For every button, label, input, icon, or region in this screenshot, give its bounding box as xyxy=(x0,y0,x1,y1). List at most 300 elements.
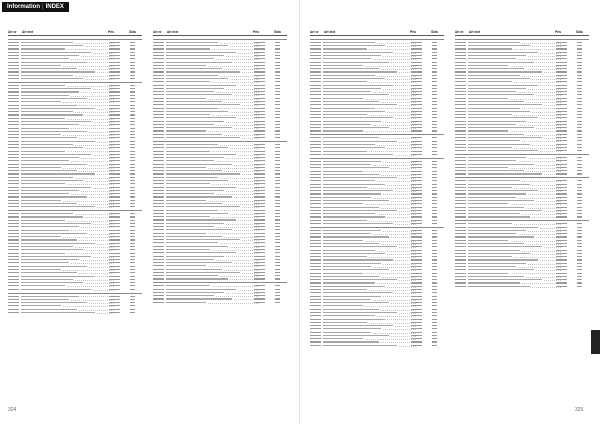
article-price xyxy=(254,170,265,171)
article-number xyxy=(310,325,321,326)
article-price xyxy=(556,114,567,115)
article-price xyxy=(411,137,422,138)
article-price xyxy=(109,75,120,76)
article-page xyxy=(275,265,280,266)
index-row xyxy=(310,153,444,156)
article-price xyxy=(411,325,422,326)
article-number xyxy=(8,305,19,306)
article-page xyxy=(432,282,437,283)
article-price xyxy=(109,203,120,204)
article-price xyxy=(556,137,567,138)
article-text xyxy=(21,144,73,145)
article-number xyxy=(455,157,466,158)
article-number xyxy=(310,127,321,128)
article-number xyxy=(310,193,321,194)
article-text xyxy=(468,134,524,135)
article-text xyxy=(468,85,538,86)
article-price xyxy=(254,151,265,152)
article-text xyxy=(323,52,393,53)
article-price xyxy=(556,276,567,277)
article-number xyxy=(310,75,321,76)
article-price xyxy=(109,305,120,306)
article-text xyxy=(323,332,371,333)
article-number xyxy=(310,177,321,178)
article-price xyxy=(254,75,265,76)
article-page xyxy=(130,118,135,119)
article-page xyxy=(275,62,280,63)
article-page xyxy=(275,196,280,197)
index-row xyxy=(455,216,589,219)
article-text xyxy=(468,240,508,241)
article-page xyxy=(432,216,437,217)
article-page xyxy=(432,98,437,99)
article-number xyxy=(310,299,321,300)
article-number xyxy=(310,91,321,92)
article-number xyxy=(153,62,164,63)
article-number xyxy=(153,177,164,178)
article-page xyxy=(130,173,135,174)
article-price xyxy=(109,259,120,260)
article-number xyxy=(8,223,19,224)
article-price xyxy=(254,213,265,214)
article-page xyxy=(275,190,280,191)
article-number xyxy=(310,273,321,274)
article-price xyxy=(556,207,567,208)
article-page xyxy=(130,154,135,155)
article-number xyxy=(153,206,164,207)
article-text xyxy=(323,259,393,260)
article-page xyxy=(130,131,135,132)
article-text xyxy=(468,210,542,211)
article-price xyxy=(254,298,265,299)
article-price xyxy=(556,167,567,168)
article-page xyxy=(577,85,582,86)
article-page xyxy=(577,104,582,105)
article-price xyxy=(411,94,422,95)
article-price xyxy=(254,233,265,234)
index-section xyxy=(8,82,142,208)
article-price xyxy=(109,95,120,96)
article-price xyxy=(109,180,120,181)
article-number xyxy=(455,180,466,181)
article-number xyxy=(8,239,19,240)
article-text xyxy=(21,75,73,76)
article-text xyxy=(166,226,214,227)
column-header-price: Pris xyxy=(108,30,115,34)
article-page xyxy=(432,203,437,204)
article-text xyxy=(468,94,534,95)
article-text xyxy=(21,230,69,231)
article-price xyxy=(411,52,422,53)
article-number xyxy=(8,170,19,171)
article-price xyxy=(109,312,120,313)
article-price xyxy=(556,259,567,260)
article-page xyxy=(432,276,437,277)
article-price xyxy=(556,68,567,69)
article-text xyxy=(21,160,69,161)
article-price xyxy=(411,190,422,191)
article-page xyxy=(130,71,135,72)
article-number xyxy=(310,236,321,237)
article-price xyxy=(254,249,265,250)
article-text xyxy=(21,151,65,152)
article-number xyxy=(455,233,466,234)
article-page xyxy=(577,286,582,287)
article-number xyxy=(310,141,321,142)
article-page xyxy=(432,124,437,125)
article-price xyxy=(254,127,265,128)
article-price xyxy=(411,302,422,303)
article-price xyxy=(556,78,567,79)
article-page xyxy=(130,193,135,194)
article-text xyxy=(166,91,214,92)
article-price xyxy=(254,226,265,227)
column-header xyxy=(153,30,287,36)
article-price xyxy=(556,81,567,82)
article-page xyxy=(275,45,280,46)
article-text xyxy=(166,68,222,69)
article-page xyxy=(577,55,582,56)
article-text xyxy=(323,88,381,89)
article-text xyxy=(323,121,381,122)
column-header-price: Pris xyxy=(253,30,260,34)
article-page xyxy=(432,213,437,214)
index-row xyxy=(310,222,444,225)
article-price xyxy=(254,154,265,155)
article-number xyxy=(8,262,19,263)
article-price xyxy=(254,42,265,43)
article-price xyxy=(556,233,567,234)
article-price xyxy=(556,124,567,125)
article-number xyxy=(8,196,19,197)
article-text xyxy=(166,62,232,63)
article-page xyxy=(275,144,280,145)
article-text xyxy=(21,223,91,224)
article-page xyxy=(432,210,437,211)
article-number xyxy=(455,213,466,214)
column-header-page: Sida xyxy=(129,30,136,34)
article-number xyxy=(455,134,466,135)
article-page xyxy=(130,164,135,165)
article-page xyxy=(130,45,135,46)
article-page xyxy=(275,101,280,102)
article-page xyxy=(577,259,582,260)
article-page xyxy=(130,114,135,115)
article-page xyxy=(577,78,582,79)
article-page xyxy=(432,332,437,333)
article-price xyxy=(411,276,422,277)
article-price xyxy=(411,315,422,316)
article-page xyxy=(432,52,437,53)
article-number xyxy=(153,246,164,247)
article-text xyxy=(21,55,79,56)
article-number xyxy=(310,117,321,118)
article-page xyxy=(577,193,582,194)
article-text xyxy=(21,118,65,119)
article-number xyxy=(153,65,164,66)
article-number xyxy=(310,345,321,346)
article-number xyxy=(153,298,164,299)
article-page xyxy=(275,242,280,243)
article-number xyxy=(310,114,321,115)
article-price xyxy=(254,108,265,109)
article-number xyxy=(310,269,321,270)
article-page xyxy=(577,197,582,198)
article-number xyxy=(8,45,19,46)
article-text xyxy=(323,154,393,155)
article-text xyxy=(21,98,87,99)
article-text xyxy=(166,104,240,105)
article-text xyxy=(323,55,381,56)
article-text xyxy=(468,282,520,283)
article-text xyxy=(166,177,218,178)
article-page xyxy=(577,184,582,185)
article-price xyxy=(411,266,422,267)
article-price xyxy=(411,151,422,152)
article-number xyxy=(8,58,19,59)
article-page xyxy=(432,263,437,264)
article-page xyxy=(275,193,280,194)
article-page xyxy=(577,180,582,181)
article-number xyxy=(455,55,466,56)
article-page xyxy=(577,111,582,112)
index-row xyxy=(455,149,589,152)
article-page xyxy=(130,299,135,300)
article-page xyxy=(275,124,280,125)
article-page xyxy=(130,233,135,234)
article-number xyxy=(153,137,164,138)
section-heading xyxy=(8,293,142,294)
article-page xyxy=(275,147,280,148)
article-number xyxy=(8,183,19,184)
article-price xyxy=(109,111,120,112)
article-price xyxy=(411,203,422,204)
index-row xyxy=(8,77,142,80)
article-text xyxy=(166,42,218,43)
article-text xyxy=(166,55,224,56)
article-price xyxy=(254,272,265,273)
article-number xyxy=(8,249,19,250)
article-text xyxy=(468,114,512,115)
article-number xyxy=(455,190,466,191)
article-page xyxy=(432,81,437,82)
article-text xyxy=(468,230,526,231)
article-price xyxy=(109,55,120,56)
article-number xyxy=(153,210,164,211)
article-number xyxy=(310,104,321,105)
article-number xyxy=(153,285,164,286)
article-number xyxy=(310,52,321,53)
article-text xyxy=(21,269,61,270)
article-number xyxy=(310,230,321,231)
article-text xyxy=(166,121,224,122)
article-price xyxy=(254,78,265,79)
article-number xyxy=(153,124,164,125)
article-price xyxy=(556,121,567,122)
article-price xyxy=(109,249,120,250)
article-page xyxy=(275,111,280,112)
article-text xyxy=(166,75,218,76)
article-text xyxy=(166,164,232,165)
article-text xyxy=(21,196,87,197)
article-price xyxy=(254,223,265,224)
article-price xyxy=(411,117,422,118)
article-page xyxy=(130,88,135,89)
article-page xyxy=(432,167,437,168)
article-text xyxy=(166,239,240,240)
article-page xyxy=(432,279,437,280)
article-price xyxy=(109,282,120,283)
article-price xyxy=(254,71,265,72)
article-page xyxy=(577,65,582,66)
article-number xyxy=(310,48,321,49)
article-price xyxy=(556,58,567,59)
article-number xyxy=(310,292,321,293)
article-number xyxy=(310,233,321,234)
article-page xyxy=(577,62,582,63)
article-text xyxy=(468,58,516,59)
article-price xyxy=(109,309,120,310)
article-number xyxy=(8,128,19,129)
index-section xyxy=(455,154,589,175)
article-number xyxy=(455,246,466,247)
article-text xyxy=(468,147,512,148)
article-page xyxy=(275,48,280,49)
article-price xyxy=(411,296,422,297)
article-number xyxy=(455,227,466,228)
article-number xyxy=(153,147,164,148)
article-text xyxy=(21,285,65,286)
article-text xyxy=(166,298,232,299)
article-page xyxy=(275,68,280,69)
section-title: Information xyxy=(7,4,40,10)
article-page xyxy=(130,236,135,237)
article-text xyxy=(166,88,224,89)
article-number xyxy=(8,173,19,174)
article-price xyxy=(109,289,120,290)
article-page xyxy=(432,151,437,152)
article-page xyxy=(577,130,582,131)
article-text xyxy=(468,167,508,168)
article-number xyxy=(455,71,466,72)
article-price xyxy=(254,269,265,270)
article-text xyxy=(323,130,363,131)
article-text xyxy=(21,187,91,188)
article-page xyxy=(432,319,437,320)
separator: | xyxy=(42,4,44,10)
article-price xyxy=(109,105,120,106)
article-number xyxy=(153,183,164,184)
article-page xyxy=(577,190,582,191)
article-text xyxy=(468,71,542,72)
article-text xyxy=(323,62,389,63)
article-number xyxy=(8,243,19,244)
article-price xyxy=(411,98,422,99)
article-text xyxy=(21,88,91,89)
article-page xyxy=(577,243,582,244)
article-number xyxy=(310,213,321,214)
article-number xyxy=(153,108,164,109)
article-price xyxy=(254,239,265,240)
article-price xyxy=(254,278,265,279)
article-number xyxy=(455,68,466,69)
article-text xyxy=(468,184,530,185)
article-text xyxy=(468,91,516,92)
article-number xyxy=(310,276,321,277)
article-number xyxy=(8,200,19,201)
article-price xyxy=(556,111,567,112)
article-number xyxy=(455,210,466,211)
article-page xyxy=(275,272,280,273)
article-page xyxy=(130,223,135,224)
article-page xyxy=(130,266,135,267)
article-text xyxy=(166,183,210,184)
section-heading xyxy=(8,82,142,83)
index-section xyxy=(310,158,444,225)
article-number xyxy=(455,104,466,105)
article-page xyxy=(275,81,280,82)
article-text xyxy=(323,127,389,128)
article-text xyxy=(323,256,367,257)
article-page xyxy=(432,85,437,86)
article-text xyxy=(468,286,530,287)
article-page xyxy=(432,62,437,63)
article-page xyxy=(130,124,135,125)
article-text xyxy=(166,190,224,191)
article-text xyxy=(323,164,371,165)
column-header-art_nr: Art nr xyxy=(8,30,17,34)
article-price xyxy=(411,174,422,175)
article-text xyxy=(166,98,206,99)
article-price xyxy=(556,180,567,181)
article-page xyxy=(432,78,437,79)
article-text xyxy=(21,243,95,244)
article-text xyxy=(323,253,385,254)
article-price xyxy=(411,289,422,290)
index-section xyxy=(8,293,142,314)
article-text xyxy=(323,243,379,244)
article-number xyxy=(8,144,19,145)
article-number xyxy=(153,154,164,155)
index-row xyxy=(8,288,142,291)
article-page xyxy=(275,295,280,296)
article-number xyxy=(8,134,19,135)
article-number xyxy=(8,289,19,290)
article-price xyxy=(109,114,120,115)
article-page xyxy=(130,262,135,263)
article-price xyxy=(411,124,422,125)
article-text xyxy=(166,289,236,290)
article-page xyxy=(577,75,582,76)
article-page xyxy=(577,173,582,174)
article-number xyxy=(310,124,321,125)
article-price xyxy=(556,65,567,66)
article-page xyxy=(275,246,280,247)
article-number xyxy=(8,52,19,53)
article-price xyxy=(411,223,422,224)
article-number xyxy=(310,94,321,95)
article-page xyxy=(432,292,437,293)
article-text xyxy=(468,42,520,43)
article-text xyxy=(468,62,534,63)
column-header xyxy=(455,30,589,36)
article-page xyxy=(432,312,437,313)
article-number xyxy=(8,65,19,66)
article-page xyxy=(130,269,135,270)
article-price xyxy=(254,246,265,247)
article-text xyxy=(323,335,389,336)
article-price xyxy=(254,193,265,194)
